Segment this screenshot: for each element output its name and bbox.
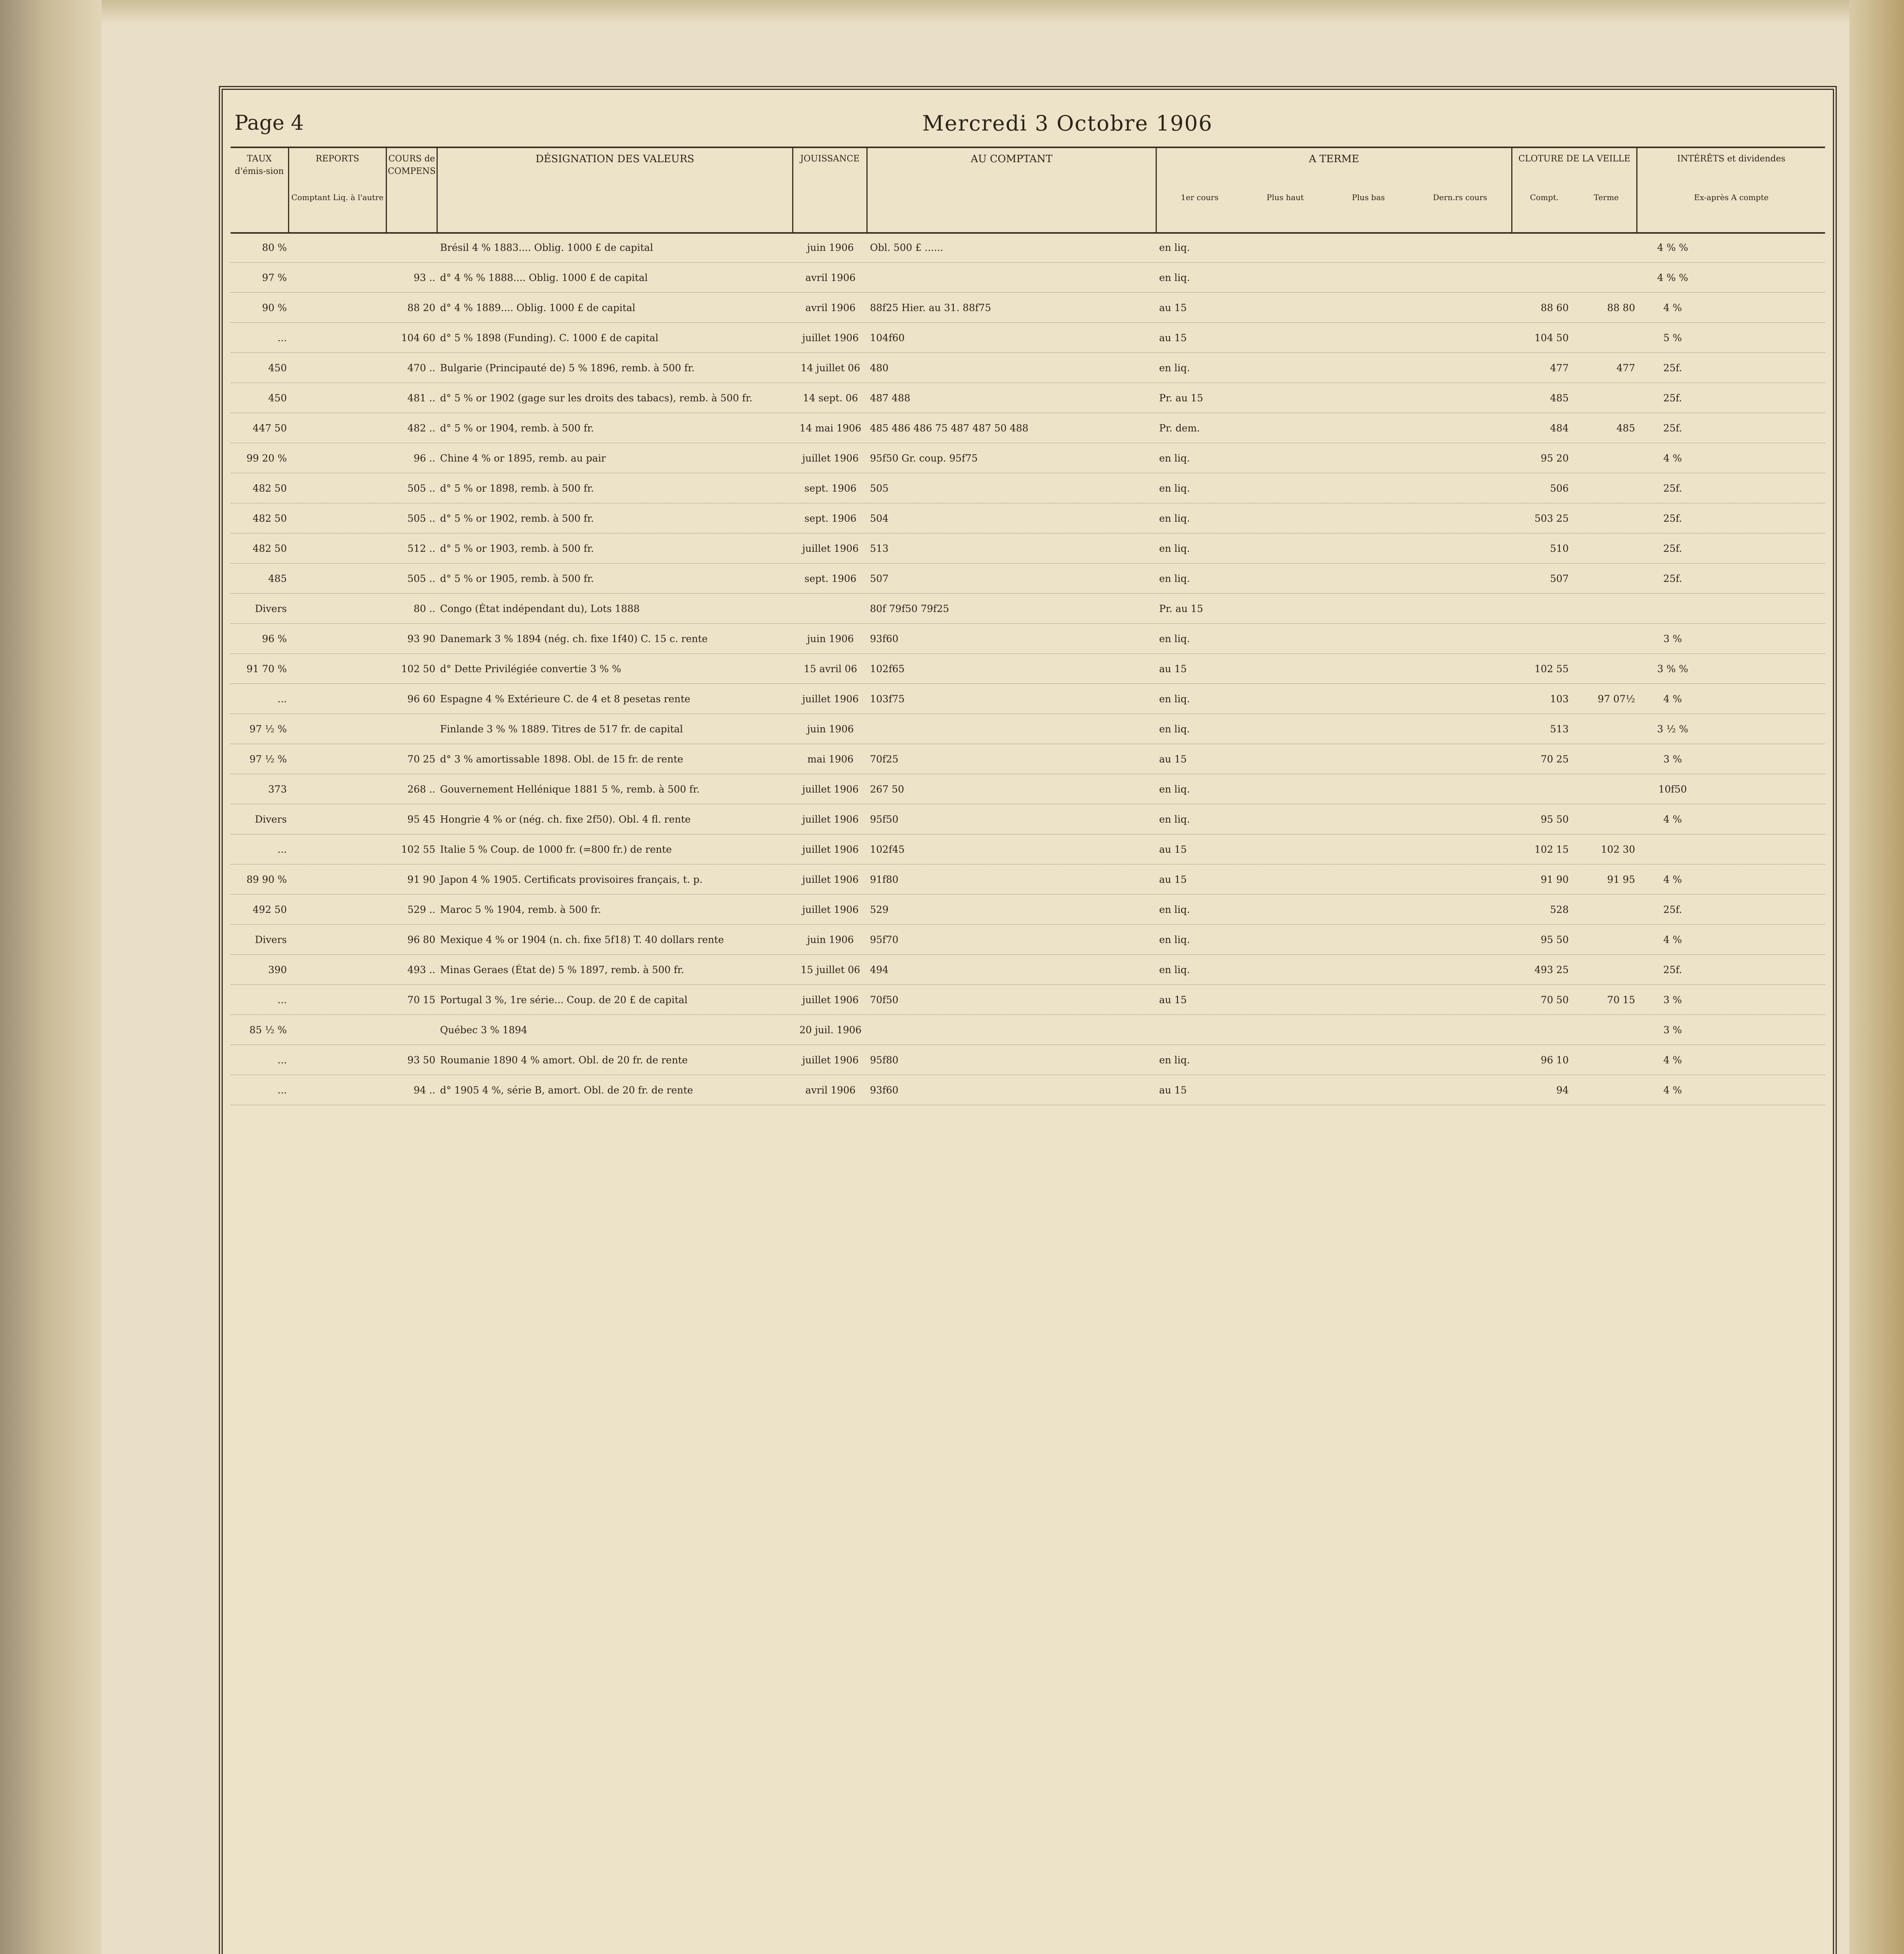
cloture-compt-cell: 485 bbox=[1550, 392, 1569, 404]
terme-cell: en liq. bbox=[1159, 482, 1190, 494]
designation-cell: Chine 4 % or 1895, remb. au pair bbox=[440, 452, 606, 464]
cloture-terme-cell: 102 30 bbox=[1601, 843, 1635, 855]
table-row bbox=[231, 654, 1825, 684]
jouissance-cell: juillet 1906 bbox=[802, 843, 859, 855]
cours-compens-cell: 80 .. bbox=[413, 603, 435, 614]
comptant-cell: 95f50 Gr. coup. 95f75 bbox=[870, 452, 978, 464]
terme-cell: en liq. bbox=[1159, 272, 1190, 283]
cloture-compt-cell: 103 bbox=[1550, 693, 1569, 705]
cloture-terme-cell: 91 95 bbox=[1607, 873, 1635, 885]
cours-compens-cell: 93 50 bbox=[407, 1054, 435, 1066]
terme-cell: en liq. bbox=[1159, 452, 1190, 464]
interet-cell: 25f. bbox=[1663, 392, 1682, 404]
col-reports bbox=[289, 148, 387, 232]
designation-cell: Hongrie 4 % or (nég. ch. fixe 2f50). Obl. 4 fl. rente bbox=[440, 813, 691, 825]
comptant-cell: 102f45 bbox=[870, 843, 905, 855]
cours-compens-cell: 95 45 bbox=[407, 813, 435, 825]
table-row bbox=[231, 533, 1825, 564]
cloture-compt-cell: 513 bbox=[1550, 723, 1569, 735]
cours-compens-cell: 529 .. bbox=[407, 904, 435, 915]
jouissance-cell: juillet 1906 bbox=[802, 904, 859, 915]
cours-compens-cell: 70 15 bbox=[407, 994, 435, 1006]
cloture-compt-cell: 88 60 bbox=[1541, 302, 1569, 313]
jouissance-cell: 14 sept. 06 bbox=[803, 392, 858, 404]
interet-cell: 3 % % bbox=[1657, 663, 1688, 675]
cloture-compt-cell: 95 20 bbox=[1541, 452, 1569, 464]
table-row bbox=[231, 594, 1825, 624]
taux-cell: 96 % bbox=[262, 633, 287, 644]
comptant-cell: 70f50 bbox=[870, 994, 898, 1006]
taux-cell: 482 50 bbox=[252, 512, 287, 524]
comptant-cell: 267 50 bbox=[870, 783, 904, 795]
cours-compens-cell: 505 .. bbox=[407, 573, 435, 584]
interet-cell: 25f. bbox=[1663, 422, 1682, 434]
comptant-cell: 95f50 bbox=[870, 813, 898, 825]
comptant-cell: 104f60 bbox=[870, 332, 905, 344]
designation-cell: d° 5 % or 1902, remb. à 500 fr. bbox=[440, 512, 594, 524]
comptant-cell: 95f80 bbox=[870, 1054, 898, 1066]
comptant-cell: 513 bbox=[870, 542, 889, 554]
comptant-cell: 93f60 bbox=[870, 633, 898, 644]
col-a-terme-label: A TERME bbox=[1309, 153, 1359, 165]
jouissance-cell: juillet 1906 bbox=[802, 994, 859, 1006]
table-row bbox=[231, 804, 1825, 834]
cloture-compt-cell: 95 50 bbox=[1541, 813, 1569, 825]
interet-cell: 25f. bbox=[1663, 573, 1682, 584]
taux-cell: 482 50 bbox=[252, 482, 287, 494]
table-row bbox=[231, 624, 1825, 654]
taux-cell: 97 % bbox=[262, 272, 287, 283]
book-binding-edge bbox=[0, 0, 102, 1954]
table-row bbox=[231, 233, 1825, 263]
designation-cell: d° 5 % 1898 (Funding). C. 1000 £ de capital bbox=[440, 332, 659, 344]
designation-cell: Brésil 4 % 1883.... Oblig. 1000 £ de capital bbox=[440, 242, 653, 253]
interet-cell: 4 % % bbox=[1657, 242, 1688, 253]
designation-cell: d° 5 % or 1902 (gage sur les droits des tabacs), remb. à 500 fr. bbox=[440, 392, 753, 404]
table-row bbox=[231, 834, 1825, 864]
interet-cell: 4 % bbox=[1663, 693, 1682, 705]
cours-compens-cell: 470 .. bbox=[407, 362, 435, 374]
terme-cell: Pr. au 15 bbox=[1159, 392, 1203, 404]
table-row bbox=[231, 1045, 1825, 1075]
comptant-cell: 70f25 bbox=[870, 753, 898, 765]
terme-cell: au 15 bbox=[1159, 753, 1187, 765]
col-au-comptant: AU COMPTANT bbox=[868, 148, 1157, 232]
cours-compens-cell: 102 55 bbox=[401, 843, 435, 855]
cours-compens-cell: 512 .. bbox=[407, 542, 435, 554]
interet-cell: 4 % bbox=[1663, 934, 1682, 945]
col-cloture bbox=[1512, 148, 1637, 232]
designation-cell: Maroc 5 % 1904, remb. à 500 fr. bbox=[440, 904, 601, 915]
interet-cell: 10f50 bbox=[1658, 783, 1687, 795]
terme-cell: en liq. bbox=[1159, 693, 1190, 705]
col-cloture-sub bbox=[1512, 191, 1636, 204]
designation-cell: d° 5 % or 1903, remb. à 500 fr. bbox=[440, 542, 594, 554]
designation-cell: d° 3 % amortissable 1898. Obl. de 15 fr. de rente bbox=[440, 753, 684, 765]
taux-cell: 99 20 % bbox=[246, 452, 287, 464]
cloture-compt-cell: 102 55 bbox=[1534, 663, 1569, 675]
designation-cell: Gouvernement Hellénique 1881 5 %, remb. à 500 fr. bbox=[440, 783, 700, 795]
col-cloture-compt: Compt. bbox=[1530, 193, 1559, 202]
col-cloture-label: CLOTURE DE LA VEILLE bbox=[1518, 154, 1630, 164]
table-row bbox=[231, 353, 1825, 383]
interet-cell: 4 % bbox=[1663, 1054, 1682, 1066]
jouissance-cell: juillet 1906 bbox=[802, 873, 859, 885]
col-interets bbox=[1637, 148, 1825, 232]
cloture-compt-cell: 104 50 bbox=[1534, 332, 1569, 344]
terme-cell: en liq. bbox=[1159, 542, 1190, 554]
interet-cell: 25f. bbox=[1663, 964, 1682, 975]
comptant-cell: 505 bbox=[870, 482, 889, 494]
terme-cell: en liq. bbox=[1159, 512, 1190, 524]
cours-compens-cell: 505 .. bbox=[407, 482, 435, 494]
cloture-compt-cell: 102 15 bbox=[1534, 843, 1569, 855]
col-reports-sub: Comptant Liq. à l'autre bbox=[291, 193, 384, 202]
cloture-terme-cell: 477 bbox=[1616, 362, 1635, 374]
terme-cell: en liq. bbox=[1159, 723, 1190, 735]
interet-cell: 3 % bbox=[1663, 753, 1682, 765]
table-row bbox=[231, 503, 1825, 533]
page-right-edge bbox=[1849, 0, 1904, 1954]
table-row bbox=[231, 684, 1825, 714]
comptant-cell: 95f70 bbox=[870, 934, 898, 945]
table-row bbox=[231, 744, 1825, 774]
terme-cell: au 15 bbox=[1159, 663, 1187, 675]
jouissance-cell: 15 avril 06 bbox=[803, 663, 857, 675]
designation-cell: Finlande 3 % % 1889. Titres de 517 fr. de capital bbox=[440, 723, 683, 735]
interet-cell: 25f. bbox=[1663, 904, 1682, 915]
terme-cell: en liq. bbox=[1159, 633, 1190, 644]
comptant-cell: 91f80 bbox=[870, 873, 898, 885]
cloture-compt-cell: 484 bbox=[1550, 422, 1569, 434]
taux-cell: 89 90 % bbox=[246, 873, 287, 885]
cloture-compt-cell: 95 50 bbox=[1541, 934, 1569, 945]
terme-cell: au 15 bbox=[1159, 1084, 1187, 1096]
taux-cell: Divers bbox=[255, 934, 287, 945]
cours-compens-cell: 70 25 bbox=[407, 753, 435, 765]
cloture-terme-cell: 88 80 bbox=[1607, 302, 1635, 313]
taux-cell: ... bbox=[277, 843, 287, 855]
interet-cell: 4 % bbox=[1663, 1084, 1682, 1096]
interet-cell: 4 % % bbox=[1657, 272, 1688, 283]
interet-cell: 25f. bbox=[1663, 362, 1682, 374]
designation-cell: d° Dette Privilégiée convertie 3 % % bbox=[440, 663, 621, 675]
cloture-terme-cell: 97 07½ bbox=[1598, 693, 1635, 705]
comptant-cell: 80f 79f50 79f25 bbox=[870, 603, 949, 614]
col-interets-sub: Ex-après A compte bbox=[1694, 193, 1769, 202]
designation-cell: Bulgarie (Principauté de) 5 % 1896, remb. à 500 fr. bbox=[440, 362, 695, 374]
cours-compens-cell: 96 60 bbox=[407, 693, 435, 705]
col-dernier-cours: Dern.rs cours bbox=[1433, 193, 1487, 202]
jouissance-cell: avril 1906 bbox=[805, 302, 856, 313]
jouissance-cell: juillet 1906 bbox=[802, 1054, 859, 1066]
designation-cell: Roumanie 1890 4 % amort. Obl. de 20 fr. de rente bbox=[440, 1054, 688, 1066]
terme-cell: au 15 bbox=[1159, 302, 1187, 313]
table-row bbox=[231, 443, 1825, 473]
terme-cell: en liq. bbox=[1159, 573, 1190, 584]
cloture-compt-cell: 503 25 bbox=[1534, 512, 1569, 524]
col-premier-cours: 1er cours bbox=[1181, 193, 1219, 202]
taux-cell: Divers bbox=[255, 603, 287, 614]
interet-cell: 3 % bbox=[1663, 994, 1682, 1006]
table-row bbox=[231, 293, 1825, 323]
cloture-compt-cell: 70 25 bbox=[1541, 753, 1569, 765]
terme-cell: en liq. bbox=[1159, 934, 1190, 945]
designation-cell: d° 5 % or 1905, remb. à 500 fr. bbox=[440, 573, 594, 584]
comptant-cell: 507 bbox=[870, 573, 889, 584]
col-a-terme bbox=[1157, 148, 1512, 232]
col-plus-haut: Plus haut bbox=[1267, 193, 1304, 202]
table-row bbox=[231, 925, 1825, 955]
newspaper-page bbox=[219, 86, 1837, 1954]
col-plus-bas: Plus bas bbox=[1352, 193, 1385, 202]
taux-cell: ... bbox=[277, 332, 287, 344]
jouissance-cell: juillet 1906 bbox=[802, 813, 859, 825]
taux-cell: ... bbox=[277, 994, 287, 1006]
jouissance-cell: mai 1906 bbox=[807, 753, 854, 765]
designation-cell: Congo (État indépendant du), Lots 1888 bbox=[440, 603, 640, 614]
interet-cell: 4 % bbox=[1663, 452, 1682, 464]
terme-cell: en liq. bbox=[1159, 904, 1190, 915]
table-row bbox=[231, 955, 1825, 985]
comptant-cell: 88f25 Hier. au 31. 88f75 bbox=[870, 302, 991, 313]
taux-cell: 91 70 % bbox=[246, 663, 287, 675]
quotation-table bbox=[231, 233, 1825, 1954]
table-row bbox=[231, 1015, 1825, 1045]
page-top-edge bbox=[102, 0, 1849, 23]
taux-cell: 373 bbox=[268, 783, 287, 795]
cours-compens-cell: 96 80 bbox=[407, 934, 435, 945]
col-taux: TAUX d'émis-sion bbox=[231, 148, 289, 232]
designation-cell: Mexique 4 % or 1904 (n. ch. fixe 5f18) T. 40 dollars rente bbox=[440, 934, 724, 945]
cours-compens-cell: 505 .. bbox=[407, 512, 435, 524]
jouissance-cell: juillet 1906 bbox=[802, 783, 859, 795]
column-header-row bbox=[231, 147, 1825, 234]
cloture-compt-cell: 507 bbox=[1550, 573, 1569, 584]
jouissance-cell: sept. 1906 bbox=[804, 573, 857, 584]
cloture-compt-cell: 96 10 bbox=[1541, 1054, 1569, 1066]
designation-cell: Minas Geraes (État de) 5 % 1897, remb. à 500 fr. bbox=[440, 964, 684, 975]
comptant-cell: 102f65 bbox=[870, 663, 905, 675]
table-row bbox=[231, 383, 1825, 413]
cours-compens-cell: 91 90 bbox=[407, 873, 435, 885]
jouissance-cell: 14 juillet 06 bbox=[800, 362, 861, 374]
page-date: Mercredi 3 Octobre 1906 bbox=[922, 111, 1213, 136]
jouissance-cell: juillet 1906 bbox=[802, 542, 859, 554]
cours-compens-cell: 94 .. bbox=[413, 1084, 435, 1096]
table-row bbox=[231, 895, 1825, 925]
terme-cell: en liq. bbox=[1159, 964, 1190, 975]
page-header bbox=[234, 106, 1821, 141]
col-designation: DÉSIGNATION DES VALEURS bbox=[438, 148, 793, 232]
taux-cell: ... bbox=[277, 1084, 287, 1096]
taux-cell: 97 ½ % bbox=[249, 753, 287, 765]
jouissance-cell: juin 1906 bbox=[807, 633, 854, 644]
cours-compens-cell: 88 20 bbox=[407, 302, 435, 313]
table-row bbox=[231, 1075, 1825, 1105]
interet-cell: 4 % bbox=[1663, 813, 1682, 825]
cours-compens-cell: 493 .. bbox=[407, 964, 435, 975]
interet-cell: 3 % bbox=[1663, 633, 1682, 644]
jouissance-cell: juillet 1906 bbox=[802, 452, 859, 464]
designation-cell: d° 5 % or 1904, remb. à 500 fr. bbox=[440, 422, 594, 434]
taux-cell: 485 bbox=[268, 573, 287, 584]
designation-cell: d° 4 % % 1888.... Oblig. 1000 £ de capital bbox=[440, 272, 648, 283]
taux-cell: ... bbox=[277, 1054, 287, 1066]
interet-cell: 4 % bbox=[1663, 302, 1682, 313]
designation-cell: d° 1905 4 %, série B, amort. Obl. de 20 fr. de rente bbox=[440, 1084, 693, 1096]
terme-cell: en liq. bbox=[1159, 783, 1190, 795]
interet-cell: 25f. bbox=[1663, 512, 1682, 524]
cours-compens-cell: 482 .. bbox=[407, 422, 435, 434]
designation-cell: Espagne 4 % Extérieure C. de 4 et 8 pesetas rente bbox=[440, 693, 691, 705]
jouissance-cell: sept. 1906 bbox=[804, 512, 857, 524]
interet-cell: 5 % bbox=[1663, 332, 1682, 344]
jouissance-cell: juin 1906 bbox=[807, 934, 854, 945]
col-interets-label: INTÉRÊTS et dividendes bbox=[1677, 154, 1786, 164]
comptant-cell: 487 488 bbox=[870, 392, 911, 404]
cours-compens-cell: 481 .. bbox=[407, 392, 435, 404]
table-row bbox=[231, 473, 1825, 503]
comptant-cell: 494 bbox=[870, 964, 889, 975]
table-row bbox=[231, 413, 1825, 443]
cloture-compt-cell: 91 90 bbox=[1541, 873, 1569, 885]
jouissance-cell: 14 mai 1906 bbox=[800, 422, 861, 434]
cours-compens-cell: 93 90 bbox=[407, 633, 435, 644]
terme-cell: au 15 bbox=[1159, 332, 1187, 344]
cours-compens-cell: 102 50 bbox=[401, 663, 435, 675]
comptant-cell: 485 486 486 75 487 487 50 488 bbox=[870, 422, 1029, 434]
designation-cell: d° 4 % 1889.... Oblig. 1000 £ de capital bbox=[440, 302, 635, 313]
cours-compens-cell: 268 .. bbox=[407, 783, 435, 795]
terme-cell: en liq. bbox=[1159, 813, 1190, 825]
comptant-cell: 504 bbox=[870, 512, 889, 524]
comptant-cell: 103f75 bbox=[870, 693, 905, 705]
taux-cell: 85 ½ % bbox=[249, 1024, 287, 1036]
cloture-compt-cell: 94 bbox=[1556, 1084, 1569, 1096]
taux-cell: 450 bbox=[268, 362, 287, 374]
col-a-terme-sub bbox=[1157, 191, 1511, 204]
terme-cell: Pr. au 15 bbox=[1159, 603, 1203, 614]
taux-cell: ... bbox=[277, 693, 287, 705]
jouissance-cell: juillet 1906 bbox=[802, 332, 859, 344]
table-row bbox=[231, 564, 1825, 594]
jouissance-cell: avril 1906 bbox=[805, 272, 856, 283]
table-row bbox=[231, 985, 1825, 1015]
taux-cell: 80 % bbox=[262, 242, 287, 253]
col-cloture-terme: Terme bbox=[1594, 193, 1619, 202]
taux-cell: 447 50 bbox=[252, 422, 287, 434]
comptant-cell: 480 bbox=[870, 362, 889, 374]
taux-cell: 90 % bbox=[262, 302, 287, 313]
table-row bbox=[231, 864, 1825, 895]
designation-cell: Japon 4 % 1905. Certificats provisoires français, t. p. bbox=[440, 873, 703, 885]
taux-cell: 390 bbox=[268, 964, 287, 975]
designation-cell: d° 5 % or 1898, remb. à 500 fr. bbox=[440, 482, 594, 494]
cloture-compt-cell: 70 50 bbox=[1541, 994, 1569, 1006]
terme-cell: Pr. dem. bbox=[1159, 422, 1200, 434]
cours-compens-cell: 104 60 bbox=[401, 332, 435, 344]
comptant-cell: Obl. 500 £ ...... bbox=[870, 242, 943, 253]
page-number: Page 4 bbox=[234, 111, 304, 135]
cloture-compt-cell: 510 bbox=[1550, 542, 1569, 554]
jouissance-cell: sept. 1906 bbox=[804, 482, 857, 494]
jouissance-cell: juin 1906 bbox=[807, 723, 854, 735]
table-row bbox=[231, 774, 1825, 804]
interet-cell: 25f. bbox=[1663, 482, 1682, 494]
cloture-terme-cell: 485 bbox=[1616, 422, 1635, 434]
col-cours-compens: COURS de COMPENS bbox=[387, 148, 438, 232]
jouissance-cell: 15 juillet 06 bbox=[800, 964, 861, 975]
terme-cell: au 15 bbox=[1159, 873, 1187, 885]
col-jouissance: JOUISSANCE bbox=[793, 148, 868, 232]
designation-cell: Québec 3 % 1894 bbox=[440, 1024, 528, 1036]
jouissance-cell: juin 1906 bbox=[807, 242, 854, 253]
jouissance-cell: avril 1906 bbox=[805, 1084, 856, 1096]
taux-cell: 450 bbox=[268, 392, 287, 404]
cloture-compt-cell: 493 25 bbox=[1534, 964, 1569, 975]
terme-cell: en liq. bbox=[1159, 362, 1190, 374]
table-row bbox=[231, 263, 1825, 293]
cloture-compt-cell: 506 bbox=[1550, 482, 1569, 494]
taux-cell: Divers bbox=[255, 813, 287, 825]
interet-cell: 3 ½ % bbox=[1657, 723, 1688, 735]
cloture-terme-cell: 70 15 bbox=[1607, 994, 1635, 1006]
table-row bbox=[231, 323, 1825, 353]
col-reports-label: REPORTS bbox=[315, 154, 360, 164]
cours-compens-cell: 96 .. bbox=[413, 452, 435, 464]
jouissance-cell: juillet 1906 bbox=[802, 693, 859, 705]
cloture-compt-cell: 477 bbox=[1550, 362, 1569, 374]
terme-cell: en liq. bbox=[1159, 1054, 1190, 1066]
cours-compens-cell: 93 .. bbox=[413, 272, 435, 283]
designation-cell: Portugal 3 %, 1re série... Coup. de 20 £ de capital bbox=[440, 994, 688, 1006]
terme-cell: au 15 bbox=[1159, 843, 1187, 855]
taux-cell: 482 50 bbox=[252, 542, 287, 554]
interet-cell: 25f. bbox=[1663, 542, 1682, 554]
taux-cell: 492 50 bbox=[252, 904, 287, 915]
comptant-cell: 529 bbox=[870, 904, 889, 915]
designation-cell: Italie 5 % Coup. de 1000 fr. (=800 fr.) de rente bbox=[440, 843, 672, 855]
comptant-cell: 93f60 bbox=[870, 1084, 898, 1096]
cloture-compt-cell: 528 bbox=[1550, 904, 1569, 915]
designation-cell: Danemark 3 % 1894 (nég. ch. fixe 1f40) C. 15 c. rente bbox=[440, 633, 708, 644]
taux-cell: 97 ½ % bbox=[249, 723, 287, 735]
terme-cell: au 15 bbox=[1159, 994, 1187, 1006]
terme-cell: en liq. bbox=[1159, 242, 1190, 253]
jouissance-cell: 20 juil. 1906 bbox=[799, 1024, 862, 1036]
interet-cell: 3 % bbox=[1663, 1024, 1682, 1036]
table-row bbox=[231, 714, 1825, 744]
interet-cell: 4 % bbox=[1663, 873, 1682, 885]
